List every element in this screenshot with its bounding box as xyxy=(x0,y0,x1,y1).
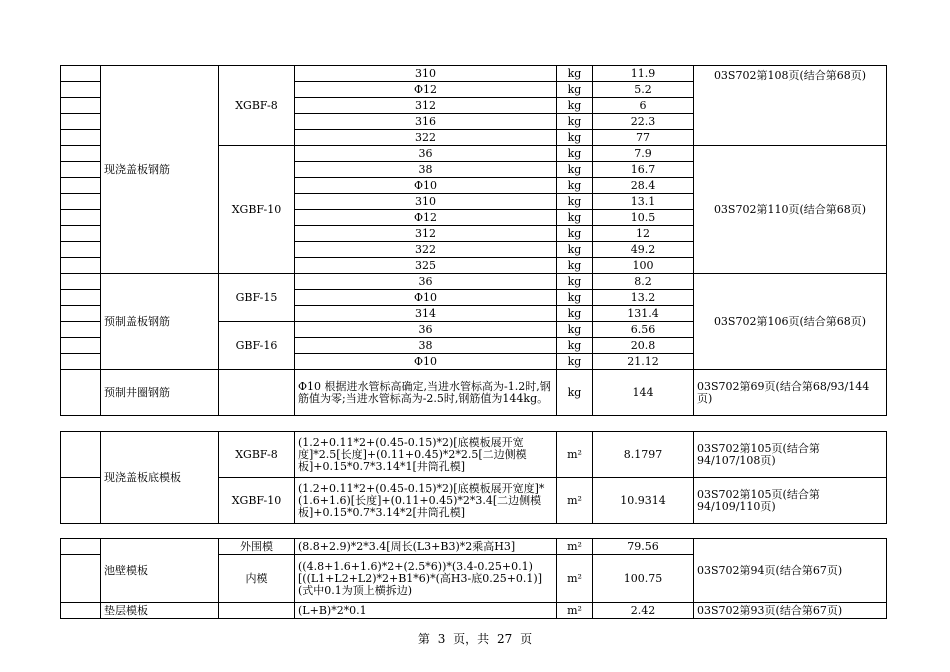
spec-cell: 36 xyxy=(295,146,557,162)
qty-cell: 77 xyxy=(593,130,694,146)
component-code: XGBF-8 xyxy=(219,66,295,146)
unit-cell: kg xyxy=(557,274,593,290)
calc-description: (1.2+0.11*2+(0.45-0.15)*2)[底模板展开宽度]*(1.6+1.6)[长度]+(0.11+0.45)*2*3.4[二边侧模板]+0.15*0.7*3.14*2[井筒孔模] xyxy=(295,478,557,524)
spec-cell: 38 xyxy=(295,338,557,354)
qty-cell: 79.56 xyxy=(593,539,694,555)
index-cell xyxy=(61,210,101,226)
spec-cell: 36 xyxy=(295,322,557,338)
item-label: 池壁模板 xyxy=(101,539,219,603)
index-cell xyxy=(61,114,101,130)
spec-cell: 36 xyxy=(295,274,557,290)
qty-cell: 7.9 xyxy=(593,146,694,162)
unit-cell: kg xyxy=(557,82,593,98)
unit-cell: kg xyxy=(557,130,593,146)
qty-cell: 144 xyxy=(593,370,694,416)
index-cell xyxy=(61,162,101,178)
reference-cell: 03S702第94页(结合第67页) xyxy=(694,539,887,603)
unit-cell: kg xyxy=(557,370,593,416)
index-cell xyxy=(61,194,101,210)
component-code xyxy=(219,370,295,416)
index-cell xyxy=(61,130,101,146)
qty-cell: 11.9 xyxy=(593,66,694,82)
item-label: 垫层模板 xyxy=(101,603,219,619)
qty-cell: 10.5 xyxy=(593,210,694,226)
unit-cell: kg xyxy=(557,98,593,114)
unit-cell: m² xyxy=(557,432,593,478)
table-row xyxy=(61,370,887,416)
table-row xyxy=(61,603,887,619)
spec-cell: Φ12 xyxy=(295,210,557,226)
page-suffix: 页 xyxy=(520,632,533,646)
index-cell xyxy=(61,258,101,274)
index-cell xyxy=(61,290,101,306)
spec-cell: 325 xyxy=(295,258,557,274)
qty-cell: 16.7 xyxy=(593,162,694,178)
spec-cell: 312 xyxy=(295,98,557,114)
unit-cell: kg xyxy=(557,290,593,306)
qty-cell: 5.2 xyxy=(593,82,694,98)
index-cell xyxy=(61,98,101,114)
reference-cell: 03S702第106页(结合第68页) xyxy=(694,274,887,370)
qty-cell: 12 xyxy=(593,226,694,242)
unit-cell: kg xyxy=(557,114,593,130)
formwork-type xyxy=(219,603,295,619)
spec-cell: 316 xyxy=(295,114,557,130)
unit-cell: kg xyxy=(557,338,593,354)
qty-cell: 6.56 xyxy=(593,322,694,338)
formwork-table xyxy=(60,431,887,524)
qty-cell: 8.2 xyxy=(593,274,694,290)
qty-cell: 6 xyxy=(593,98,694,114)
index-cell xyxy=(61,354,101,370)
spec-cell: 322 xyxy=(295,130,557,146)
item-label: 预制盖板钢筋 xyxy=(101,274,219,370)
component-code: GBF-16 xyxy=(219,322,295,370)
page-prefix: 第 xyxy=(417,632,430,646)
unit-cell: kg xyxy=(557,178,593,194)
table-row xyxy=(61,432,887,478)
reference-cell: 03S702第110页(结合第68页) xyxy=(694,146,887,274)
index-cell xyxy=(61,322,101,338)
component-code: XGBF-10 xyxy=(219,146,295,274)
index-cell xyxy=(61,432,101,478)
unit-cell: kg xyxy=(557,194,593,210)
qty-cell: 20.8 xyxy=(593,338,694,354)
unit-cell: kg xyxy=(557,258,593,274)
table-row xyxy=(61,66,887,82)
page-total: 27 xyxy=(497,632,513,646)
item-label: 现浇盖板底模板 xyxy=(101,432,219,524)
reference-cell: 03S702第93页(结合第67页) xyxy=(694,603,887,619)
wall-formwork-table xyxy=(60,538,887,619)
qty-cell: 131.4 xyxy=(593,306,694,322)
calc-description: Φ10 根据进水管标高确定,当进水管标高为-1.2时,钢筋值为零;当进水管标高为-2.5时,钢筋值为144kg。 xyxy=(295,370,557,416)
table-row xyxy=(61,539,887,555)
page-number: 3 xyxy=(437,632,446,646)
unit-cell: kg xyxy=(557,354,593,370)
table-row xyxy=(61,274,887,290)
qty-cell: 10.9314 xyxy=(593,478,694,524)
qty-cell: 2.42 xyxy=(593,603,694,619)
qty-cell: 13.1 xyxy=(593,194,694,210)
index-cell xyxy=(61,226,101,242)
index-cell xyxy=(61,66,101,82)
index-cell xyxy=(61,603,101,619)
calc-description: (8.8+2.9)*2*3.4[周长(L3+B3)*2乘高H3] xyxy=(295,539,557,555)
unit-cell: kg xyxy=(557,226,593,242)
spec-cell: Φ10 xyxy=(295,354,557,370)
unit-cell: m² xyxy=(557,539,593,555)
index-cell xyxy=(61,178,101,194)
unit-cell: kg xyxy=(557,306,593,322)
index-cell xyxy=(61,82,101,98)
spec-cell: 310 xyxy=(295,66,557,82)
spec-cell: Φ12 xyxy=(295,82,557,98)
reference-cell: 03S702第69页(结合第68/93/144页) xyxy=(694,370,887,416)
unit-cell: m² xyxy=(557,555,593,603)
unit-cell: kg xyxy=(557,146,593,162)
reference-cell: 03S702第105页(结合第94/107/108页) xyxy=(694,432,887,478)
index-cell xyxy=(61,539,101,555)
item-label: 预制井圈钢筋 xyxy=(101,370,219,416)
unit-cell: kg xyxy=(557,66,593,82)
qty-cell: 13.2 xyxy=(593,290,694,306)
unit-cell: kg xyxy=(557,322,593,338)
index-cell xyxy=(61,370,101,416)
unit-cell: kg xyxy=(557,242,593,258)
unit-cell: m² xyxy=(557,603,593,619)
component-code: XGBF-10 xyxy=(219,478,295,524)
qty-cell: 100.75 xyxy=(593,555,694,603)
calc-description: ((4.8+1.6+1.6)*2+(2.5*6))*(3.4-0.25+0.1)[((L1+L2+L2)*2+B1*6)*(高H3-底0.25+0.1)](式中0.1为顶上横拆边) xyxy=(295,555,557,603)
spec-cell: 314 xyxy=(295,306,557,322)
reference-cell: 03S702第105页(结合第94/109/110页) xyxy=(694,478,887,524)
qty-cell: 49.2 xyxy=(593,242,694,258)
spec-cell: 38 xyxy=(295,162,557,178)
spec-cell: Φ10 xyxy=(295,178,557,194)
item-label: 现浇盖板钢筋 xyxy=(101,66,219,274)
rebar-table xyxy=(60,65,887,416)
index-cell xyxy=(61,478,101,524)
qty-cell: 28.4 xyxy=(593,178,694,194)
calc-description: (L+B)*2*0.1 xyxy=(295,603,557,619)
formwork-type: 外围模 xyxy=(219,539,295,555)
spec-cell: Φ10 xyxy=(295,290,557,306)
page-footer xyxy=(0,630,950,647)
qty-cell: 100 xyxy=(593,258,694,274)
spec-cell: 322 xyxy=(295,242,557,258)
spec-cell: 312 xyxy=(295,226,557,242)
calc-description: (1.2+0.11*2+(0.45-0.15)*2)[底模板展开宽度]*2.5[长度]+(0.11+0.45)*2*2.5[二边侧模板]+0.15*0.7*3.14*1[井筒孔模] xyxy=(295,432,557,478)
qty-cell: 21.12 xyxy=(593,354,694,370)
qty-cell: 22.3 xyxy=(593,114,694,130)
unit-cell: kg xyxy=(557,162,593,178)
index-cell xyxy=(61,242,101,258)
unit-cell: m² xyxy=(557,478,593,524)
reference-cell: 03S702第108页(结合第68页) xyxy=(694,66,887,146)
qty-cell: 8.1797 xyxy=(593,432,694,478)
index-cell xyxy=(61,146,101,162)
index-cell xyxy=(61,274,101,290)
component-code: GBF-15 xyxy=(219,274,295,322)
index-cell xyxy=(61,338,101,354)
index-cell xyxy=(61,555,101,603)
index-cell xyxy=(61,306,101,322)
component-code: XGBF-8 xyxy=(219,432,295,478)
formwork-type: 内模 xyxy=(219,555,295,603)
unit-cell: kg xyxy=(557,210,593,226)
spec-cell: 310 xyxy=(295,194,557,210)
page-mid: 页，共 xyxy=(453,632,490,646)
